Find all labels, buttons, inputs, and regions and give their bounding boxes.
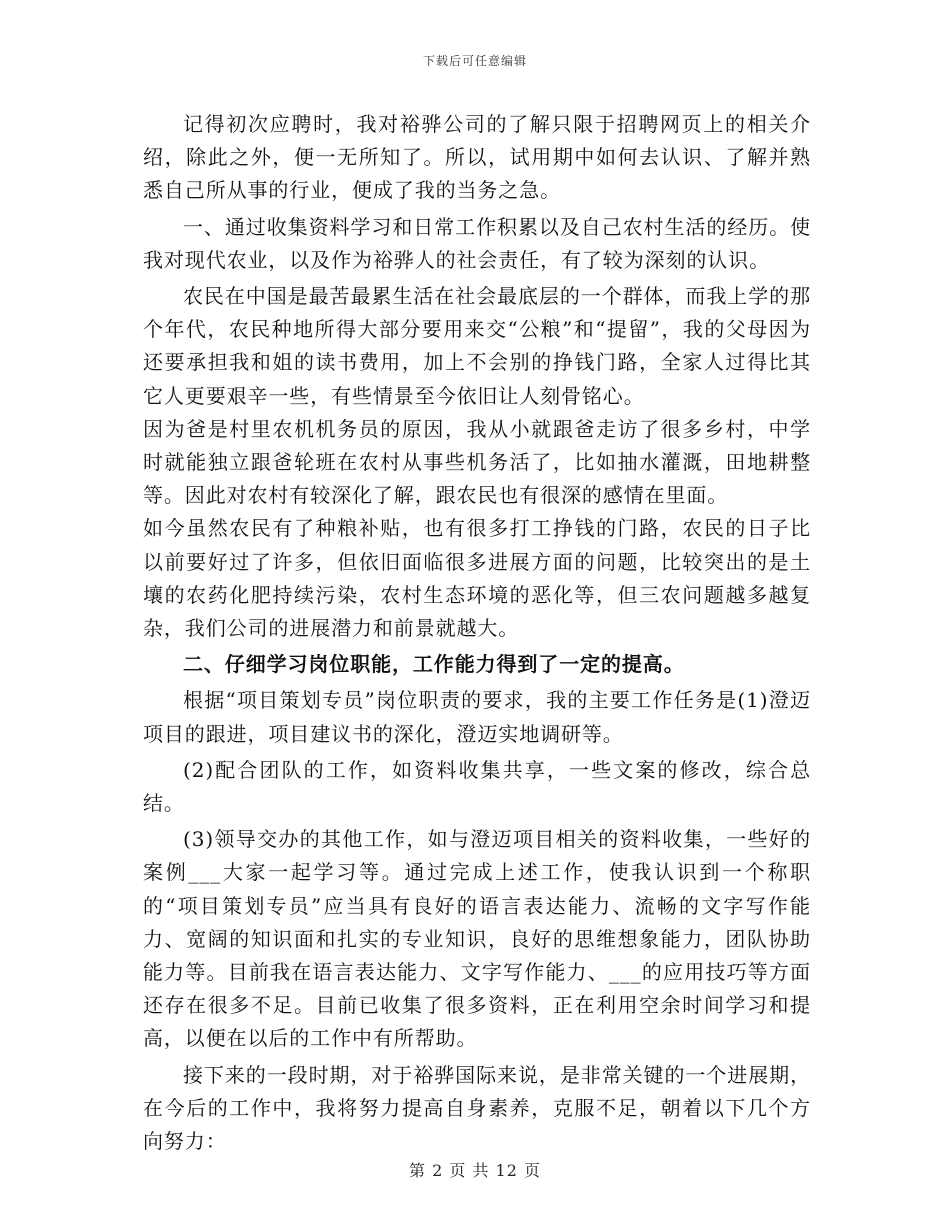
- paragraph-farmers: 农民在中国是最苦最累生活在社会最底层的一个群体，而我上学的那个年代，农民种地所得大部分要用来交“公粮”和“提留”，我的父母因为还要承担我和姐的读书费用，加上不会别的挣钱门路，全家人过得比其它人更要艰辛一些，有些情景至今依旧让人刻骨铭心。: [143, 284, 811, 408]
- paragraph-today: 如今虽然农民有了种粮补贴，也有很多打工挣钱的门路，农民的日子比以前要好过了许多，但依旧面临很多进展方面的问题，比较突出的是土壤的农药化肥持续污染，农村生态环境的恶化等，但三农问题越多越复杂，我们公司的进展潜力和前景就越大。: [143, 516, 811, 641]
- paragraph-duty-two: (2)配合团队的工作，如资料收集共享，一些文案的修改，综合总结。: [143, 757, 811, 816]
- paragraph-section-two-heading: 二、仔细学习岗位职能，工作能力得到了一定的提高。: [183, 652, 685, 677]
- paragraph-intro: 记得初次应聘时，我对裕骅公司的了解只限于招聘网页上的相关介绍，除此之外，便一无所知了。所以，试用期中如何去认识、了解并熟悉自己所从事的行业，便成了我的当务之急。: [143, 112, 811, 203]
- paragraph-duties: 根据“项目策划专员”岗位职责的要求，我的主要工作任务是(1)澄迈项目的跟进，项目建议书的深化，澄迈实地调研等。: [143, 688, 811, 746]
- paragraph-section-one-heading: 一、通过收集资料学习和日常工作积累以及自己农村生活的经历。使我对现代农业，以及作为裕骅人的社会责任，有了较为深刻的认识。: [143, 214, 811, 272]
- page-header: 下载后可任意编辑: [422, 54, 527, 68]
- paragraph-duty-three: (3)领导交办的其他工作，如与澄迈项目相关的资料收集，一些好的案例___大家一起学习等。通过完成上述工作，使我认识到一个称职的“项目策划专员”应当具有良好的语言表达能力、流畅的文字写作能力、宽阔的知识面和扎实的专业知识，良好的思维想象能力，团队协助能力等。目前我在语言表达能力、文字写作能力、___的应用技巧等方面还存在很多不足。目前已收集了很多资料，正在利用空余时间学习和提高，以便在以后的工作中有所帮助。: [143, 827, 811, 1051]
- document-body: [143, 108, 811, 1158]
- paragraph-outlook: 接下来的一段时期，对于裕骅国际来说，是非常关键的一个进展期，在今后的工作中，我将努力提高自身素养，克服不足，朝着以下几个方向努力：: [143, 1062, 811, 1154]
- paragraph-father: 因为爸是村里农机机务员的原因，我从小就跟爸走访了很多乡村，中学时就能独立跟爸轮班在农村从事些机务活了，比如抽水灌溉，田地耕整等。因此对农村有较深化了解，跟农民也有很深的感情在里面。: [143, 416, 811, 508]
- page-number-footer: 第 2 页 共 12 页: [409, 1161, 541, 1180]
